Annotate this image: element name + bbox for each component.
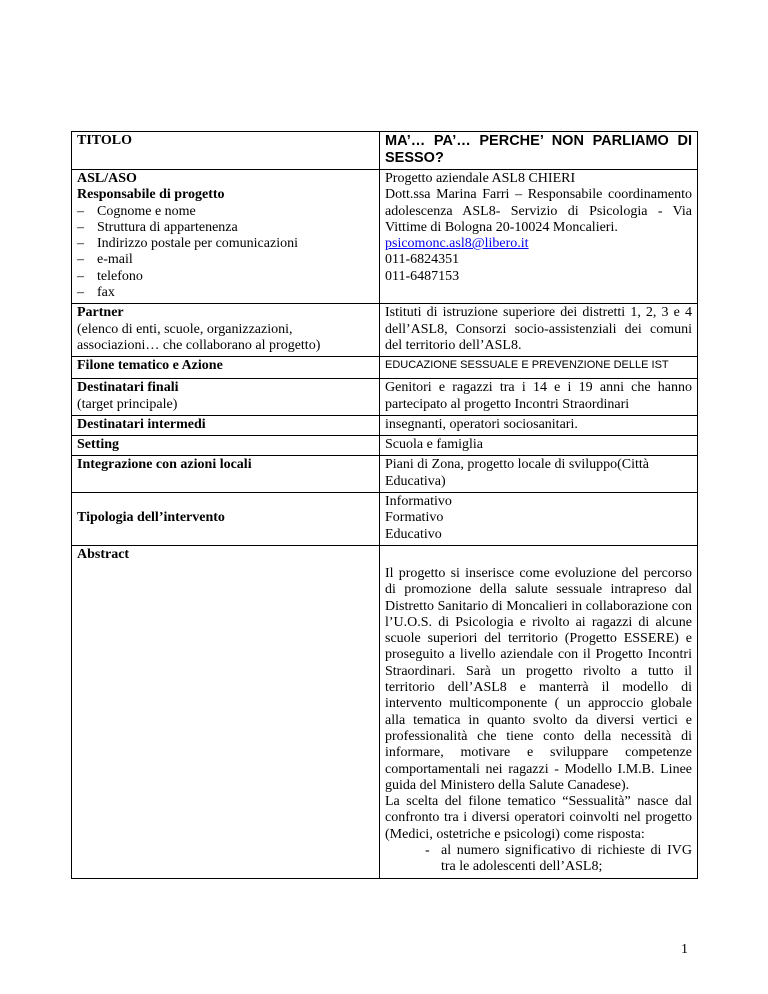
filone-label: Filone tematico e Azione [77, 358, 223, 374]
destinatari-finali-label: Destinatari finali [77, 380, 179, 396]
responsabile-label: Responsabile di progetto [77, 187, 225, 203]
list-item: – Struttura di appartenenza [77, 220, 374, 236]
list-item: – Cognome e nome [77, 204, 374, 220]
asl-project-name: Progetto aziendale ASL8 CHIERI [385, 171, 576, 186]
row-asl [72, 170, 698, 304]
destinatari-intermedi-label: Destinatari intermedi [77, 416, 206, 432]
abstract-bullet-list [385, 843, 692, 876]
row-destinatari-finali [72, 379, 698, 416]
row-destinatari-intermedi [72, 415, 698, 435]
project-table [71, 131, 698, 879]
tipologia-value: Educativo [385, 526, 442, 542]
page-number: 1 [681, 942, 688, 957]
tipologia-label: Tipologia dell’intervento [77, 510, 225, 526]
responsabile-fields-list [77, 204, 374, 302]
titolo-value: MA’… PA’… PERCHE’ NON PARLIAMO DI SESSO? [380, 132, 698, 170]
fax-value: 011-6487153 [385, 268, 460, 284]
row-titolo [72, 132, 698, 170]
list-item: – e-mail [77, 252, 374, 268]
telefono-value: 011-6824351 [385, 252, 460, 268]
partner-value: Istituti di istruzione superiore dei distretti 1, 2, 3 e 4 dell’ASL8, Consorzi socio-assistenziali dei comuni del territorio dell’ASL8. [380, 304, 698, 357]
abstract-label: Abstract [77, 546, 130, 562]
asl-label: ASL/ASO [77, 171, 137, 186]
partner-label: Partner [77, 305, 124, 321]
list-item: – fax [77, 285, 374, 301]
setting-value: Scuola e famiglia [380, 436, 698, 456]
destinatari-intermedi-value: insegnanti, operatori sociosanitari. [380, 415, 698, 435]
setting-label: Setting [77, 437, 119, 453]
email-link[interactable]: psicomonc.asl8@libero.it [385, 236, 529, 252]
tipologia-value: Formativo [385, 510, 444, 526]
list-item: - al numero significativo di richieste di IVG tra le adolescenti dell’ASL8; [425, 843, 692, 876]
row-abstract [72, 545, 698, 878]
row-tipologia [72, 493, 698, 546]
abstract-paragraph-1: Il progetto si inserisce come evoluzione del percorso di promozione della salute sessuale intrapreso dal Distretto Sanitario di Moncalieri in collaborazione con l’U.O.S. di Psicologia e rivolto ai ragazzi di alcune scuole superiori del territorio (Progetto ESSERE) e proseguito a livello aziendale con il Progetto Incontri Straordinari. Sarà un progetto rivolto a tutto il territorio dell’ASL8 e manterrà il modello di intervento multicomponente ( un approccio globale alla tematica in quanto svolto da diversi vertici e professionalità che tiene conto della necessità di informare, motivare e sviluppare competenze comportamentali nei ragazzi - Modello I.M.B. Linee guida del Ministero della Salute Canadese). [385, 565, 692, 793]
destinatari-finali-sublabel: (target principale) [77, 396, 178, 412]
list-item: – telefono [77, 269, 374, 285]
filone-value: EDUCAZIONE SESSUALE E PREVENZIONE DELLE IST [380, 357, 698, 379]
row-integrazione [72, 456, 698, 493]
abstract-paragraph-2: La scelta del filone tematico “Sessualità” nasce dal confronto tra i diversi operatori coinvolti nel progetto (Medici, ostetriche e psicologi) come risposta: [385, 794, 692, 842]
list-item: – Indirizzo postale per comunicazioni [77, 236, 374, 252]
integrazione-label: Integrazione con azioni locali [77, 457, 252, 473]
row-filone [72, 357, 698, 379]
titolo-label: TITOLO [77, 133, 132, 148]
responsabile-text: Dott.ssa Marina Farri – Responsabile coordinamento adolescenza ASL8- Servizio di Psicologia - Via Vittime di Bologna 20-10024 Moncalieri. [385, 187, 692, 235]
integrazione-value: Piani di Zona, progetto locale di sviluppo(Città Educativa) [380, 456, 698, 493]
partner-sublabel: (elenco di enti, scuole, organizzazioni, associazioni… che collaborano al progetto) [77, 321, 321, 353]
tipologia-value: Informativo [385, 494, 452, 510]
row-setting [72, 436, 698, 456]
row-partner [72, 304, 698, 357]
destinatari-finali-value: Genitori e ragazzi tra i 14 e i 19 anni che hanno partecipato al progetto Incontri Straordinari [380, 379, 698, 416]
